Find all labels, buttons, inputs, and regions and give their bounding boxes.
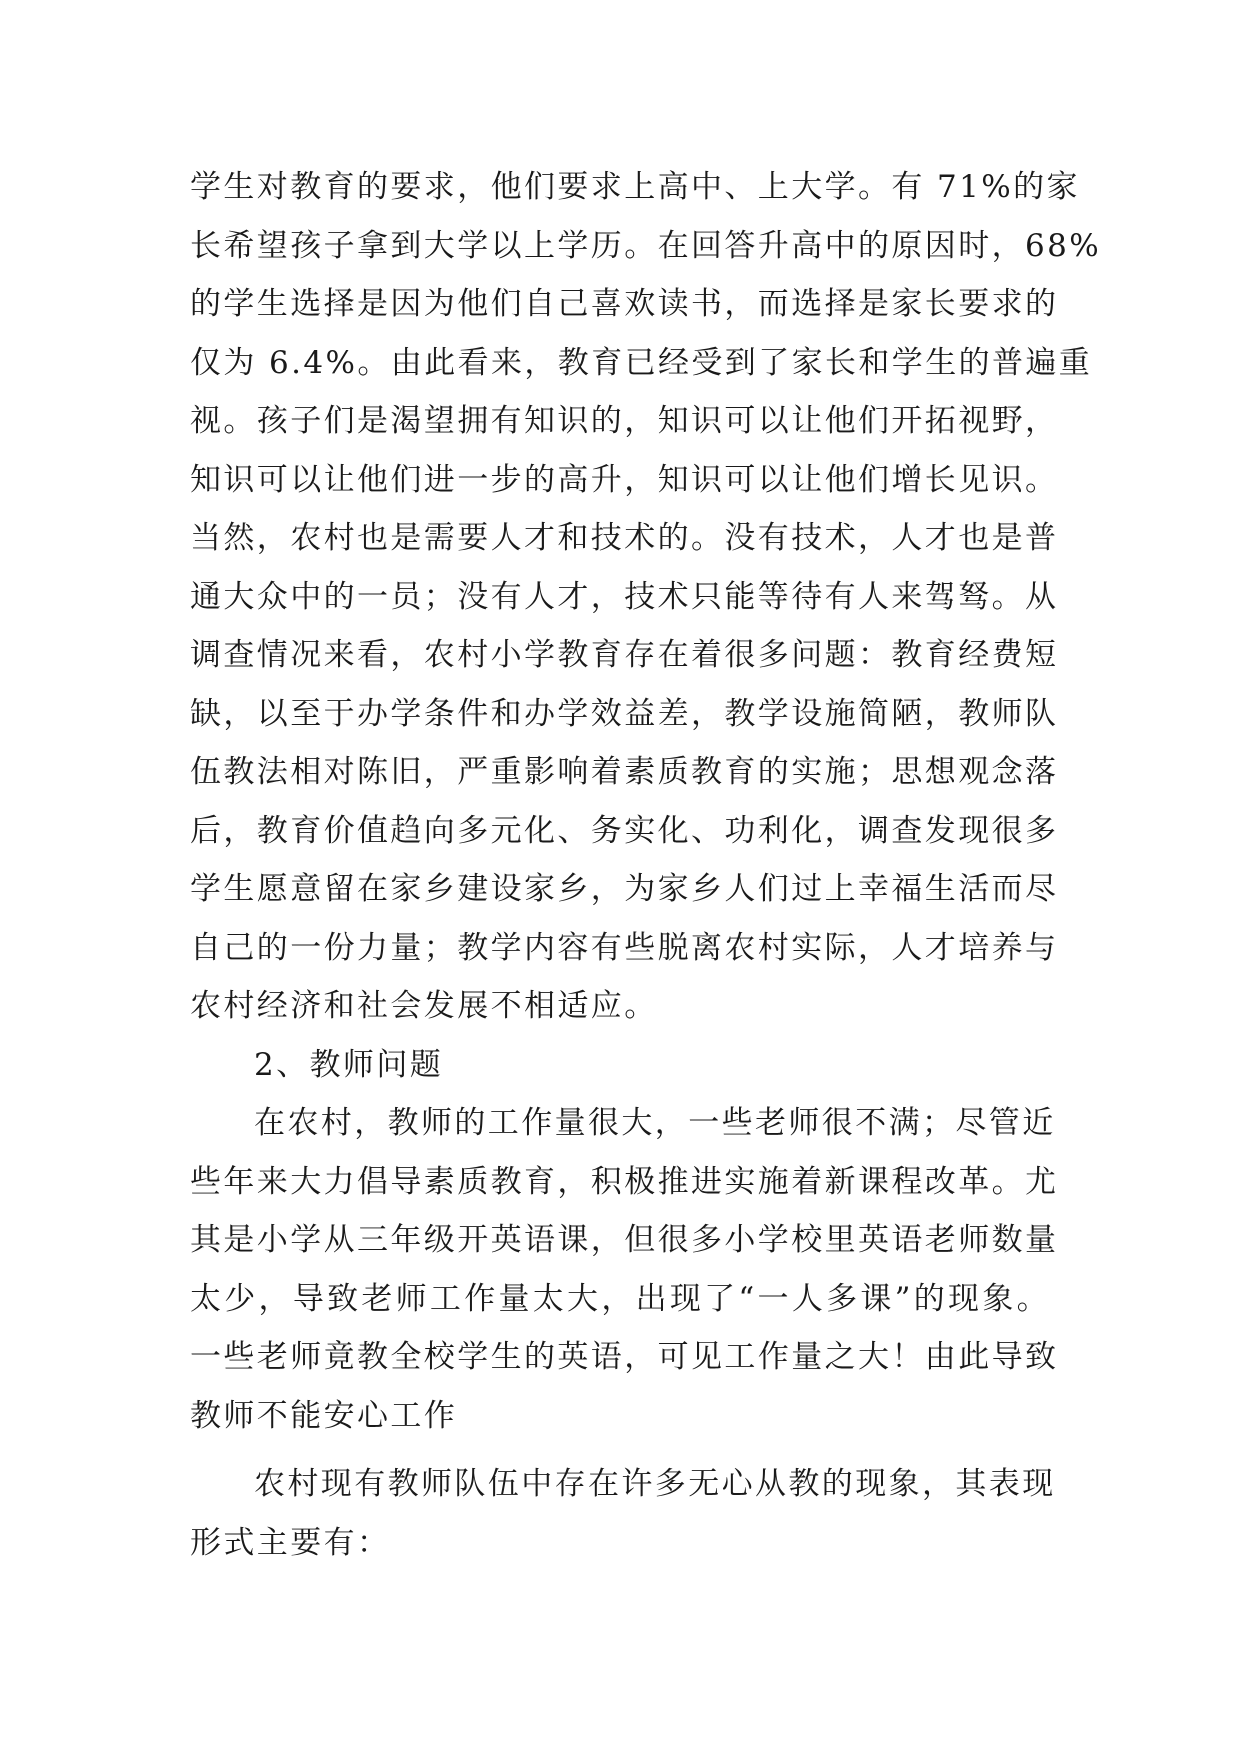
text-line: 伍教法相对陈旧，严重影响着素质教育的实施；思想观念落 [190, 754, 1059, 790]
text-line: 在农村，教师的工作量很大，一些老师很不满；尽管近 [254, 1105, 1056, 1141]
text-line: 长希望孩子拿到大学以上学历。在回答升高中的原因时，68% [190, 227, 1102, 264]
text-line: 些年来大力倡导素质教育，积极推进实施着新课程改革。尤 [190, 1163, 1059, 1200]
document-page [190, 158, 1102, 1572]
text-line: 农村现有教师队伍中存在许多无心从教的现象，其表现 [254, 1466, 1056, 1502]
text-line: 一些老师竟教全校学生的英语，可见工作量之大！由此导致 [190, 1339, 1059, 1375]
text-line: 当然，农村也是需要人才和技术的。没有技术，人才也是普 [190, 520, 1059, 556]
text-line: 学生愿意留在家乡建设家乡，为家乡人们过上幸福生活而尽 [190, 871, 1059, 907]
text-line: 的学生选择是因为他们自己喜欢读书，而选择是家长要求的 [190, 286, 1059, 322]
paragraph-teacher-attitude [190, 1455, 1056, 1572]
text-line: 农村经济和社会发展不相适应。 [190, 988, 658, 1024]
paragraph-teacher-workload [190, 1094, 1059, 1445]
text-line: 调查情况来看，农村小学教育存在着很多问题：教育经费短 [190, 637, 1059, 673]
text-line: 后，教育价值趋向多元化、务实化、功利化，调查发现很多 [190, 812, 1059, 849]
text-line: 太少，导致老师工作量太大，出现了“一人多课”的现象。 [190, 1280, 1050, 1317]
paragraph-education-demand [190, 158, 1102, 1036]
section-heading-teacher-issues [190, 1036, 1050, 1095]
text-line: 知识可以让他们进一步的高升，知识可以让他们增长见识。 [190, 461, 1059, 498]
text-line: 视。孩子们是渴望拥有知识的，知识可以让他们开拓视野， [190, 403, 1059, 439]
text-line: 仅为 6.4%。由此看来，教育已经受到了家长和学生的普遍重 [190, 344, 1093, 381]
text-line: 其是小学从三年级开英语课，但很多小学校里英语老师数量 [190, 1222, 1059, 1258]
text-line: 学生对教育的要求，他们要求上高中、上大学。有 71%的家 [190, 169, 1080, 205]
text-line: 通大众中的一员；没有人才，技术只能等待有人来驾驽。从 [190, 578, 1059, 615]
section-heading: 2、教师问题 [254, 1046, 444, 1083]
text-line: 教师不能安心工作 [190, 1397, 458, 1434]
text-line: 形式主要有： [190, 1524, 391, 1561]
text-line: 自己的一份力量；教学内容有些脱离农村实际，人才培养与 [190, 929, 1059, 966]
text-line: 缺，以至于办学条件和办学效益差，教学设施简陋，教师队 [190, 695, 1059, 732]
